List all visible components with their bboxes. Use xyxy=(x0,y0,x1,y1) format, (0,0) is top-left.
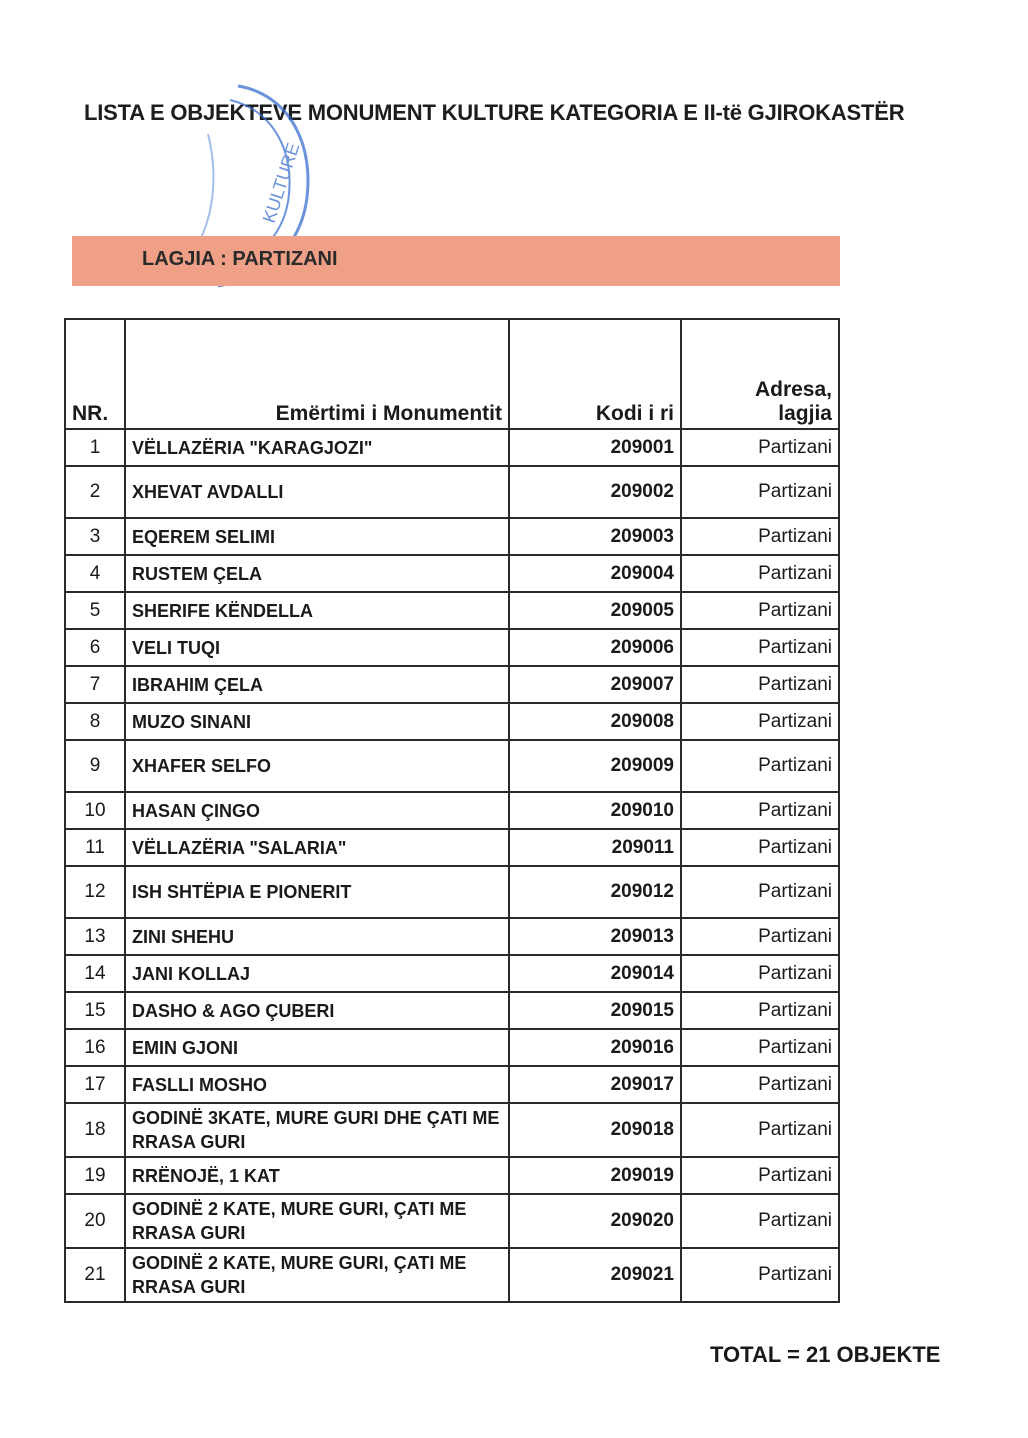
row-address: Partizani xyxy=(681,429,839,466)
row-address: Partizani xyxy=(681,518,839,555)
row-address: Partizani xyxy=(681,918,839,955)
row-name: SHERIFE KËNDELLA xyxy=(125,592,509,629)
section-band xyxy=(72,236,840,286)
table-row xyxy=(65,992,839,1029)
table-row xyxy=(65,918,839,955)
row-nr: 15 xyxy=(65,992,125,1029)
table-row xyxy=(65,555,839,592)
row-nr: 10 xyxy=(65,792,125,829)
row-name: RUSTEM ÇELA xyxy=(125,555,509,592)
row-name: DASHO & AGO ÇUBERI xyxy=(125,992,509,1029)
row-code: 209007 xyxy=(509,666,681,703)
row-nr: 5 xyxy=(65,592,125,629)
row-name: RRËNOJË, 1 KAT xyxy=(125,1157,509,1194)
row-code: 209009 xyxy=(509,740,681,792)
row-code: 209021 xyxy=(509,1248,681,1302)
row-name: MUZO SINANI xyxy=(125,703,509,740)
row-name: GODINË 2 KATE, MURE GURI, ÇATI ME RRASA GURI xyxy=(125,1248,509,1302)
row-name: ISH SHTËPIA E PIONERIT xyxy=(125,866,509,918)
row-nr: 7 xyxy=(65,666,125,703)
row-address: Partizani xyxy=(681,1248,839,1302)
row-code: 209002 xyxy=(509,466,681,518)
row-name: GODINË 3KATE, MURE GURI DHE ÇATI ME RRASA GURI xyxy=(125,1103,509,1157)
row-code: 209014 xyxy=(509,955,681,992)
row-address: Partizani xyxy=(681,792,839,829)
table-row xyxy=(65,666,839,703)
section-label: LAGJIA : PARTIZANI xyxy=(142,248,338,270)
table-row xyxy=(65,592,839,629)
row-name: VËLLAZËRIA "KARAGJOZI" xyxy=(125,429,509,466)
header-address xyxy=(681,319,839,429)
row-address: Partizani xyxy=(681,703,839,740)
row-name: EQEREM SELIMI xyxy=(125,518,509,555)
row-code: 209019 xyxy=(509,1157,681,1194)
header-code: Kodi i ri xyxy=(509,319,681,429)
row-address: Partizani xyxy=(681,666,839,703)
table-row xyxy=(65,629,839,666)
row-nr: 13 xyxy=(65,918,125,955)
header-name: Emërtimi i Monumentit xyxy=(125,319,509,429)
row-address: Partizani xyxy=(681,1157,839,1194)
row-code: 209001 xyxy=(509,429,681,466)
row-nr: 19 xyxy=(65,1157,125,1194)
row-code: 209012 xyxy=(509,866,681,918)
row-code: 209005 xyxy=(509,592,681,629)
table-row xyxy=(65,518,839,555)
row-code: 209013 xyxy=(509,918,681,955)
table-row xyxy=(65,1157,839,1194)
monuments-table xyxy=(64,318,840,1303)
row-name: EMIN GJONI xyxy=(125,1029,509,1066)
row-address: Partizani xyxy=(681,992,839,1029)
svg-text:KULTURE: KULTURE xyxy=(258,140,304,226)
row-address: Partizani xyxy=(681,866,839,918)
table-row xyxy=(65,955,839,992)
row-nr: 18 xyxy=(65,1103,125,1157)
table-row xyxy=(65,1194,839,1248)
row-nr: 21 xyxy=(65,1248,125,1302)
row-nr: 3 xyxy=(65,518,125,555)
table-row xyxy=(65,466,839,518)
row-address: Partizani xyxy=(681,592,839,629)
row-code: 209015 xyxy=(509,992,681,1029)
row-address: Partizani xyxy=(681,1029,839,1066)
table-row xyxy=(65,429,839,466)
row-code: 209016 xyxy=(509,1029,681,1066)
table-row xyxy=(65,792,839,829)
table-row xyxy=(65,740,839,792)
row-name: JANI KOLLAJ xyxy=(125,955,509,992)
row-name: XHAFER SELFO xyxy=(125,740,509,792)
row-code: 209011 xyxy=(509,829,681,866)
row-address: Partizani xyxy=(681,466,839,518)
table-header-row xyxy=(65,319,839,429)
row-code: 209020 xyxy=(509,1194,681,1248)
header-address-line2: lagjia xyxy=(778,402,832,425)
row-address: Partizani xyxy=(681,1066,839,1103)
row-nr: 20 xyxy=(65,1194,125,1248)
table-row xyxy=(65,1103,839,1157)
table-row xyxy=(65,703,839,740)
row-name: ZINI SHEHU xyxy=(125,918,509,955)
row-code: 209008 xyxy=(509,703,681,740)
row-name: IBRAHIM ÇELA xyxy=(125,666,509,703)
row-address: Partizani xyxy=(681,629,839,666)
row-name: FASLLI MOSHO xyxy=(125,1066,509,1103)
row-address: Partizani xyxy=(681,1194,839,1248)
table-row xyxy=(65,829,839,866)
row-nr: 14 xyxy=(65,955,125,992)
row-nr: 17 xyxy=(65,1066,125,1103)
row-address: Partizani xyxy=(681,829,839,866)
header-address-line1: Adresa, xyxy=(754,378,832,401)
row-code: 209006 xyxy=(509,629,681,666)
row-nr: 12 xyxy=(65,866,125,918)
row-address: Partizani xyxy=(681,1103,839,1157)
row-name: VELI TUQI xyxy=(125,629,509,666)
row-code: 209004 xyxy=(509,555,681,592)
row-nr: 1 xyxy=(65,429,125,466)
row-nr: 2 xyxy=(65,466,125,518)
table-row xyxy=(65,1029,839,1066)
row-nr: 6 xyxy=(65,629,125,666)
row-address: Partizani xyxy=(681,740,839,792)
row-nr: 8 xyxy=(65,703,125,740)
total-count: TOTAL = 21 OBJEKTE xyxy=(710,1342,941,1367)
row-address: Partizani xyxy=(681,555,839,592)
row-name: VËLLAZËRIA "SALARIA" xyxy=(125,829,509,866)
table-row xyxy=(65,1248,839,1302)
row-code: 209010 xyxy=(509,792,681,829)
header-nr: NR. xyxy=(65,319,125,429)
document-title: LISTA E OBJEKTEVE MONUMENT KULTURE KATEGORIA E II-të GJIROKASTËR xyxy=(84,100,905,125)
row-nr: 4 xyxy=(65,555,125,592)
table-row xyxy=(65,866,839,918)
row-code: 209018 xyxy=(509,1103,681,1157)
row-code: 209017 xyxy=(509,1066,681,1103)
row-name: HASAN ÇINGO xyxy=(125,792,509,829)
table-row xyxy=(65,1066,839,1103)
row-nr: 9 xyxy=(65,740,125,792)
row-nr: 11 xyxy=(65,829,125,866)
row-nr: 16 xyxy=(65,1029,125,1066)
row-address: Partizani xyxy=(681,955,839,992)
row-code: 209003 xyxy=(509,518,681,555)
row-name: GODINË 2 KATE, MURE GURI, ÇATI ME RRASA GURI xyxy=(125,1194,509,1248)
row-name: XHEVAT AVDALLI xyxy=(125,466,509,518)
